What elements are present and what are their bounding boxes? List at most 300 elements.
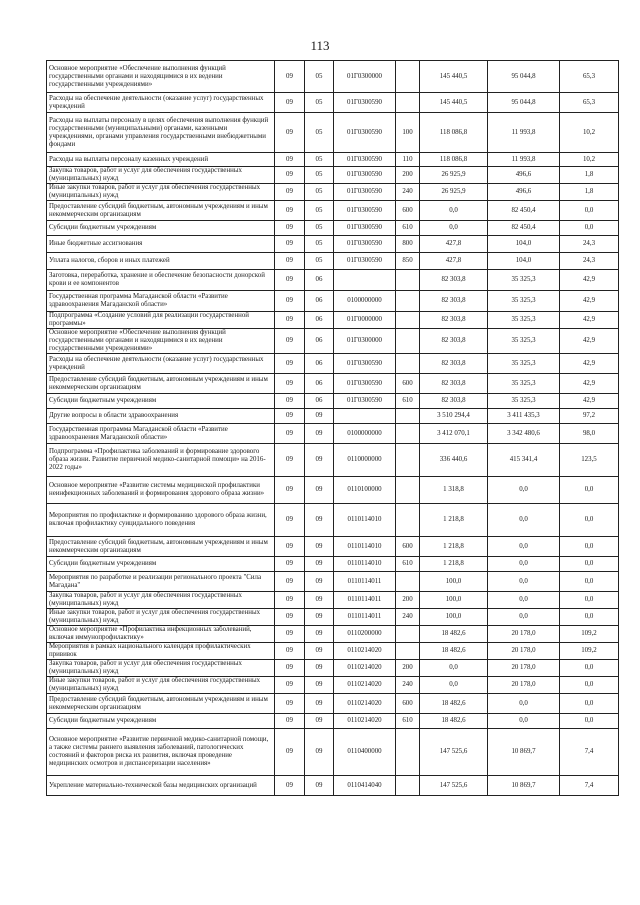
target-article-cell: 01Г0300590 [334,236,396,253]
row-name-cell: Основное мероприятие «Обеспечение выполнения функций государственными органами и находящимися в их ведении государственными учреждениями» [47,61,275,93]
percent-cell: 10,2 [560,113,619,153]
subsection-code-cell: 05 [305,153,334,167]
actual-amount-cell: 35 325,3 [488,329,560,354]
subsection-code-cell: 09 [305,504,334,537]
table-row [47,729,619,776]
table-row [47,201,619,221]
section-code-cell: 09 [275,643,305,660]
table-row [47,93,619,113]
target-article-cell [334,409,396,424]
actual-amount-cell: 0,0 [488,477,560,504]
row-name-cell: Предоставление субсидий бюджетным, автономным учреждениям и иным некоммерческим организациям [47,201,275,221]
actual-amount-cell: 35 325,3 [488,291,560,312]
target-article-cell: 01Г0300590 [334,167,396,184]
percent-cell: 0,0 [560,504,619,537]
target-article-cell: 0110214020 [334,643,396,660]
target-article-cell: 0110400000 [334,729,396,776]
subsection-code-cell: 05 [305,253,334,270]
expense-type-cell: 610 [396,221,420,236]
expense-type-cell: 610 [396,714,420,729]
subsection-code-cell: 06 [305,291,334,312]
subsection-code-cell: 09 [305,424,334,444]
target-article-cell: 01Г0300590 [334,153,396,167]
percent-cell: 0,0 [560,592,619,609]
percent-cell: 109,2 [560,643,619,660]
subsection-code-cell: 09 [305,477,334,504]
expense-type-cell: 200 [396,592,420,609]
percent-cell: 1,8 [560,167,619,184]
planned-amount-cell: 118 086,8 [420,153,488,167]
actual-amount-cell: 0,0 [488,557,560,572]
row-name-cell: Мероприятия по профилактике и формированию здорового образа жизни, включая профилактику суицидального поведения [47,504,275,537]
planned-amount-cell: 0,0 [420,660,488,677]
section-code-cell: 09 [275,236,305,253]
table-row [47,609,619,626]
section-code-cell: 09 [275,776,305,796]
subsection-code-cell: 09 [305,714,334,729]
actual-amount-cell: 11 993,8 [488,113,560,153]
section-code-cell: 09 [275,329,305,354]
table-row [47,253,619,270]
table-row [47,444,619,477]
subsection-code-cell: 09 [305,572,334,592]
planned-amount-cell: 3 510 294,4 [420,409,488,424]
expense-type-cell [396,270,420,291]
row-name-cell: Основное мероприятие «Профилактика инфекционных заболеваний, включая иммунопрофилактику» [47,626,275,643]
section-code-cell: 09 [275,394,305,409]
table-row [47,537,619,557]
subsection-code-cell: 05 [305,236,334,253]
section-code-cell: 09 [275,626,305,643]
subsection-code-cell: 05 [305,201,334,221]
expense-type-cell: 200 [396,167,420,184]
section-code-cell: 09 [275,374,305,394]
expense-type-cell [396,477,420,504]
actual-amount-cell: 0,0 [488,572,560,592]
expense-type-cell: 610 [396,394,420,409]
subsection-code-cell: 09 [305,626,334,643]
planned-amount-cell: 100,0 [420,572,488,592]
planned-amount-cell: 147 525,6 [420,776,488,796]
planned-amount-cell: 18 482,6 [420,626,488,643]
table-row [47,270,619,291]
row-name-cell: Подпрограмма «Создание условий для реализации государственной программы» [47,312,275,329]
expense-type-cell: 200 [396,660,420,677]
planned-amount-cell: 1 218,8 [420,504,488,537]
table-row [47,236,619,253]
planned-amount-cell: 82 303,8 [420,291,488,312]
subsection-code-cell: 05 [305,113,334,153]
target-article-cell: 01Г0300590 [334,184,396,201]
actual-amount-cell: 35 325,3 [488,394,560,409]
subsection-code-cell: 09 [305,609,334,626]
subsection-code-cell: 09 [305,729,334,776]
row-name-cell: Предоставление субсидий бюджетным, автономным учреждениям и иным некоммерческим организациям [47,374,275,394]
expense-type-cell [396,312,420,329]
expense-type-cell: 610 [396,557,420,572]
table-row [47,643,619,660]
subsection-code-cell: 09 [305,643,334,660]
planned-amount-cell: 1 218,8 [420,557,488,572]
target-article-cell [334,270,396,291]
planned-amount-cell: 0,0 [420,677,488,694]
planned-amount-cell: 82 303,8 [420,312,488,329]
row-name-cell: Государственная программа Магаданской области «Развитие здравоохранения Магаданской области» [47,291,275,312]
table-row [47,504,619,537]
planned-amount-cell: 100,0 [420,592,488,609]
section-code-cell: 09 [275,677,305,694]
section-code-cell: 09 [275,184,305,201]
percent-cell: 0,0 [560,477,619,504]
section-code-cell: 09 [275,572,305,592]
section-code-cell: 09 [275,660,305,677]
row-name-cell: Основное мероприятие «Развитие системы медицинской профилактики неинфекционных заболеваний и формирования здорового образа жизни» [47,477,275,504]
expense-type-cell [396,329,420,354]
section-code-cell: 09 [275,167,305,184]
planned-amount-cell: 82 303,8 [420,329,488,354]
target-article-cell: 0110200000 [334,626,396,643]
actual-amount-cell: 496,6 [488,184,560,201]
table-row [47,221,619,236]
table-row [47,153,619,167]
subsection-code-cell: 05 [305,221,334,236]
target-article-cell: 0100000000 [334,291,396,312]
target-article-cell: 0110114011 [334,609,396,626]
target-article-cell: 0110114010 [334,557,396,572]
section-code-cell: 09 [275,504,305,537]
row-name-cell: Государственная программа Магаданской области «Развитие здравоохранения Магаданской области» [47,424,275,444]
row-name-cell: Расходы на обеспечение деятельности (оказание услуг) государственных учреждений [47,354,275,374]
planned-amount-cell: 26 925,9 [420,184,488,201]
section-code-cell: 09 [275,93,305,113]
target-article-cell: 01Г0300590 [334,374,396,394]
expense-type-cell [396,291,420,312]
row-name-cell: Основное мероприятие «Развитие первичной медико-санитарной помощи, а также системы раннего выявления заболеваний, патологических состояний и факторов риска их развития, включая проведение медицинских осмотров и диспансеризации населения» [47,729,275,776]
row-name-cell: Субсидии бюджетным учреждениям [47,394,275,409]
expense-type-cell: 600 [396,537,420,557]
expense-type-cell [396,643,420,660]
expense-type-cell [396,61,420,93]
expense-type-cell: 600 [396,694,420,714]
actual-amount-cell: 0,0 [488,537,560,557]
planned-amount-cell: 82 303,8 [420,394,488,409]
target-article-cell: 0110114010 [334,537,396,557]
target-article-cell: 0110414040 [334,776,396,796]
planned-amount-cell: 1 318,8 [420,477,488,504]
expense-type-cell: 240 [396,184,420,201]
percent-cell: 65,3 [560,93,619,113]
target-article-cell: 01Г0300590 [334,253,396,270]
expense-type-cell: 100 [396,113,420,153]
actual-amount-cell: 3 342 480,6 [488,424,560,444]
target-article-cell: 0110114010 [334,504,396,537]
percent-cell: 0,0 [560,572,619,592]
expense-type-cell: 850 [396,253,420,270]
actual-amount-cell: 82 450,4 [488,201,560,221]
row-name-cell: Субсидии бюджетным учреждениям [47,221,275,236]
section-code-cell: 09 [275,312,305,329]
table-row [47,714,619,729]
table-row [47,312,619,329]
section-code-cell: 09 [275,253,305,270]
planned-amount-cell: 82 303,8 [420,354,488,374]
row-name-cell: Закупка товаров, работ и услуг для обеспечения государственных (муниципальных) нужд [47,660,275,677]
section-code-cell: 09 [275,537,305,557]
actual-amount-cell: 35 325,3 [488,374,560,394]
subsection-code-cell: 09 [305,776,334,796]
table-row [47,374,619,394]
percent-cell: 10,2 [560,153,619,167]
table-row [47,557,619,572]
subsection-code-cell: 09 [305,592,334,609]
section-code-cell: 09 [275,201,305,221]
section-code-cell: 09 [275,444,305,477]
planned-amount-cell: 82 303,8 [420,374,488,394]
expense-type-cell [396,504,420,537]
actual-amount-cell: 20 178,0 [488,677,560,694]
actual-amount-cell: 95 044,8 [488,61,560,93]
percent-cell: 0,0 [560,537,619,557]
percent-cell: 24,3 [560,236,619,253]
row-name-cell: Иные закупки товаров, работ и услуг для обеспечения государственных (муниципальных) нужд [47,184,275,201]
target-article-cell: 01Г0300000 [334,329,396,354]
subsection-code-cell: 05 [305,61,334,93]
planned-amount-cell: 18 482,6 [420,714,488,729]
actual-amount-cell: 10 869,7 [488,729,560,776]
target-article-cell: 0110114011 [334,592,396,609]
percent-cell: 0,0 [560,609,619,626]
row-name-cell: Расходы на обеспечение деятельности (оказание услуг) государственных учреждений [47,93,275,113]
section-code-cell: 09 [275,609,305,626]
expense-type-cell: 600 [396,201,420,221]
planned-amount-cell: 18 482,6 [420,643,488,660]
table-row [47,394,619,409]
row-name-cell: Закупка товаров, работ и услуг для обеспечения государственных (муниципальных) нужд [47,167,275,184]
section-code-cell: 09 [275,592,305,609]
expense-type-cell [396,424,420,444]
section-code-cell: 09 [275,409,305,424]
actual-amount-cell: 0,0 [488,592,560,609]
subsection-code-cell: 09 [305,444,334,477]
table-row [47,694,619,714]
table-row [47,184,619,201]
section-code-cell: 09 [275,477,305,504]
actual-amount-cell: 95 044,8 [488,93,560,113]
expense-type-cell [396,354,420,374]
table-row [47,572,619,592]
percent-cell: 65,3 [560,61,619,93]
percent-cell: 0,0 [560,677,619,694]
section-code-cell: 09 [275,354,305,374]
actual-amount-cell: 20 178,0 [488,626,560,643]
percent-cell: 0,0 [560,201,619,221]
percent-cell: 42,9 [560,394,619,409]
actual-amount-cell: 35 325,3 [488,270,560,291]
target-article-cell: 0100000000 [334,424,396,444]
percent-cell: 42,9 [560,270,619,291]
table-row [47,61,619,93]
expense-type-cell [396,572,420,592]
table-row [47,354,619,374]
percent-cell: 42,9 [560,312,619,329]
subsection-code-cell: 09 [305,557,334,572]
expense-type-cell [396,409,420,424]
planned-amount-cell: 1 218,8 [420,537,488,557]
target-article-cell: 01Г0300000 [334,61,396,93]
planned-amount-cell: 18 482,6 [420,694,488,714]
section-code-cell: 09 [275,424,305,444]
row-name-cell: Иные закупки товаров, работ и услуг для обеспечения государственных (муниципальных) нужд [47,677,275,694]
section-code-cell: 09 [275,557,305,572]
actual-amount-cell: 82 450,4 [488,221,560,236]
row-name-cell: Субсидии бюджетным учреждениям [47,557,275,572]
section-code-cell: 09 [275,113,305,153]
percent-cell: 7,4 [560,729,619,776]
table-row [47,409,619,424]
subsection-code-cell: 06 [305,270,334,291]
row-name-cell: Заготовка, переработка, хранение и обеспечение безопасности донорской крови и ее компонентов [47,270,275,291]
section-code-cell: 09 [275,291,305,312]
subsection-code-cell: 05 [305,184,334,201]
percent-cell: 24,3 [560,253,619,270]
planned-amount-cell: 100,0 [420,609,488,626]
actual-amount-cell: 35 325,3 [488,354,560,374]
target-article-cell: 01Г0300590 [334,394,396,409]
row-name-cell: Иные закупки товаров, работ и услуг для обеспечения государственных (муниципальных) нужд [47,609,275,626]
row-name-cell: Предоставление субсидий бюджетным, автономным учреждениям и иным некоммерческим организациям [47,537,275,557]
row-name-cell: Подпрограмма «Профилактика заболеваний и формирование здорового образа жизни. Развитие первичной медико-санитарной помощи» на 2016-2022 годы» [47,444,275,477]
target-article-cell: 0110214020 [334,677,396,694]
expense-type-cell [396,729,420,776]
subsection-code-cell: 09 [305,537,334,557]
row-name-cell: Основное мероприятие «Обеспечение выполнения функций государственными органами и находящимися в их ведении государственными учреждениями» [47,329,275,354]
actual-amount-cell: 0,0 [488,714,560,729]
planned-amount-cell: 427,8 [420,236,488,253]
target-article-cell: 0110214020 [334,660,396,677]
percent-cell: 42,9 [560,374,619,394]
actual-amount-cell: 0,0 [488,609,560,626]
subsection-code-cell: 09 [305,660,334,677]
table-row [47,424,619,444]
actual-amount-cell: 20 178,0 [488,643,560,660]
target-article-cell: 0110214020 [334,714,396,729]
percent-cell: 0,0 [560,660,619,677]
table-row [47,660,619,677]
percent-cell: 42,9 [560,291,619,312]
table-row [47,167,619,184]
row-name-cell: Другие вопросы в области здравоохранения [47,409,275,424]
actual-amount-cell: 104,0 [488,236,560,253]
actual-amount-cell: 0,0 [488,504,560,537]
section-code-cell: 09 [275,729,305,776]
expense-type-cell: 240 [396,677,420,694]
percent-cell: 109,2 [560,626,619,643]
subsection-code-cell: 05 [305,93,334,113]
actual-amount-cell: 415 341,4 [488,444,560,477]
row-name-cell: Мероприятия в рамках национального календаря профилактических прививок [47,643,275,660]
percent-cell: 98,0 [560,424,619,444]
table-row [47,592,619,609]
row-name-cell: Расходы на выплаты персоналу казенных учреждений [47,153,275,167]
section-code-cell: 09 [275,714,305,729]
planned-amount-cell: 145 440,5 [420,61,488,93]
planned-amount-cell: 336 440,6 [420,444,488,477]
percent-cell: 42,9 [560,329,619,354]
percent-cell: 0,0 [560,714,619,729]
target-article-cell: 0110000000 [334,444,396,477]
target-article-cell: 01Г0000000 [334,312,396,329]
expense-type-cell [396,444,420,477]
target-article-cell: 01Г0300590 [334,113,396,153]
target-article-cell: 01Г0300590 [334,354,396,374]
expense-type-cell [396,93,420,113]
actual-amount-cell: 11 993,8 [488,153,560,167]
expense-type-cell: 600 [396,374,420,394]
planned-amount-cell: 0,0 [420,201,488,221]
planned-amount-cell: 3 412 070,1 [420,424,488,444]
subsection-code-cell: 05 [305,167,334,184]
percent-cell: 0,0 [560,694,619,714]
row-name-cell: Уплата налогов, сборов и иных платежей [47,253,275,270]
subsection-code-cell: 06 [305,354,334,374]
table-row [47,477,619,504]
expense-type-cell: 240 [396,609,420,626]
percent-cell: 0,0 [560,221,619,236]
percent-cell: 0,0 [560,557,619,572]
row-name-cell: Субсидии бюджетным учреждениям [47,714,275,729]
actual-amount-cell: 0,0 [488,694,560,714]
row-name-cell: Закупка товаров, работ и услуг для обеспечения государственных (муниципальных) нужд [47,592,275,609]
target-article-cell: 01Г0300590 [334,221,396,236]
row-name-cell: Укрепление материально-технической базы медицинских организаций [47,776,275,796]
actual-amount-cell: 3 411 435,3 [488,409,560,424]
table-row [47,626,619,643]
section-code-cell: 09 [275,694,305,714]
planned-amount-cell: 26 925,9 [420,167,488,184]
planned-amount-cell: 118 086,8 [420,113,488,153]
actual-amount-cell: 10 869,7 [488,776,560,796]
percent-cell: 1,8 [560,184,619,201]
table-row [47,329,619,354]
expense-type-cell [396,776,420,796]
subsection-code-cell: 09 [305,409,334,424]
subsection-code-cell: 06 [305,394,334,409]
target-article-cell: 0110214020 [334,694,396,714]
subsection-code-cell: 06 [305,329,334,354]
percent-cell: 42,9 [560,354,619,374]
actual-amount-cell: 496,6 [488,167,560,184]
budget-table [46,60,619,796]
section-code-cell: 09 [275,270,305,291]
table-row [47,677,619,694]
target-article-cell: 0110114011 [334,572,396,592]
actual-amount-cell: 104,0 [488,253,560,270]
row-name-cell: Предоставление субсидий бюджетным, автономным учреждениям и иным некоммерческим организациям [47,694,275,714]
planned-amount-cell: 82 303,8 [420,270,488,291]
target-article-cell: 01Г0300590 [334,93,396,113]
table-row [47,113,619,153]
subsection-code-cell: 06 [305,374,334,394]
expense-type-cell: 110 [396,153,420,167]
subsection-code-cell: 09 [305,694,334,714]
expense-type-cell [396,626,420,643]
planned-amount-cell: 147 525,6 [420,729,488,776]
expense-type-cell: 800 [396,236,420,253]
target-article-cell: 01Г0300590 [334,201,396,221]
subsection-code-cell: 09 [305,677,334,694]
planned-amount-cell: 0,0 [420,221,488,236]
section-code-cell: 09 [275,153,305,167]
